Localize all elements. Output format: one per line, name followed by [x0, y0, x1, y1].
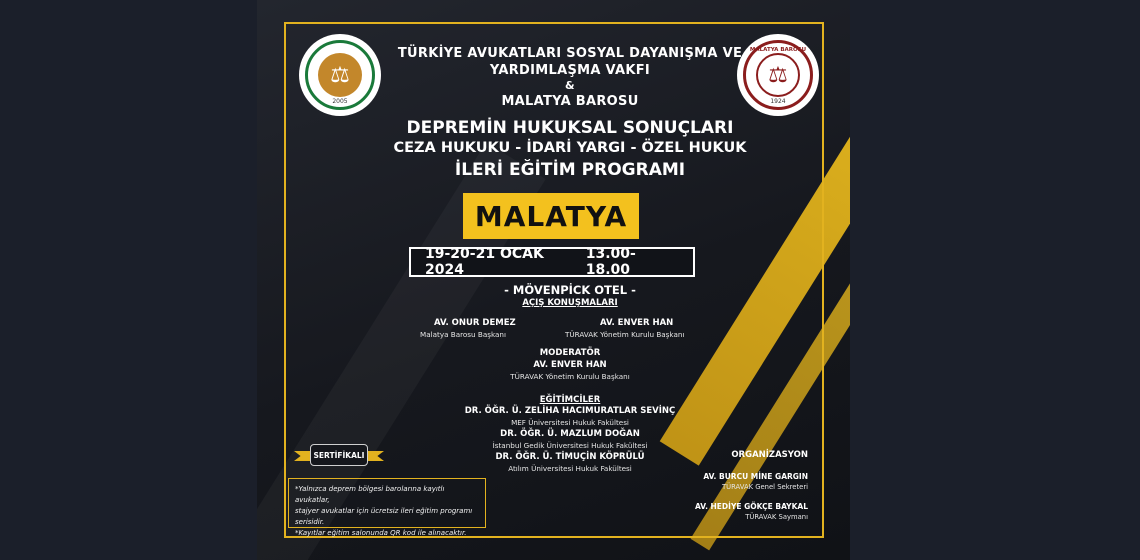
speaker-1-role: Malatya Barosu Başkanı	[420, 330, 506, 339]
registration-note	[288, 478, 486, 537]
program-title-2: CEZA HUKUKU - İDARİ YARGI - ÖZEL HUKUK	[393, 140, 747, 156]
certificate-badge	[294, 442, 384, 470]
organizer-2-name: AV. HEDİYE GÖKÇE BAYKAL	[694, 502, 808, 511]
certificate-label: SERTİFİKALI	[310, 444, 368, 466]
scales-icon: ⚖	[318, 53, 362, 97]
moderator-heading: MODERATÖR	[539, 348, 601, 358]
event-dates: 19-20-21 OCAK 2024	[425, 246, 544, 278]
opening-heading: AÇIŞ KONUŞMALARI	[522, 298, 618, 308]
trainer-3-role: Atılım Üniversitesi Hukuk Fakültesi	[508, 464, 632, 473]
org-line-3: MALATYA BAROSU	[501, 94, 639, 109]
seal-title: MALATYA BAROSU	[749, 47, 807, 53]
note-line-2: stajyer avukatlar için ücretsiz ileri eğitim programı serisidir.	[295, 507, 473, 526]
city-banner: MALATYA	[463, 193, 639, 239]
organizer-2-role: TÜRAVAK Saymanı	[745, 513, 808, 521]
trainers-heading: EĞİTİMCİLER	[539, 395, 601, 405]
trainer-1-name: DR. ÖĞR. Ü. ZELİHA HACIMURATLAR SEVİNÇ	[464, 406, 676, 416]
scales-icon: ⚖	[756, 53, 800, 97]
event-time: 13.00-18.00	[585, 246, 636, 278]
speaker-2-name: AV. ENVER HAN	[600, 318, 674, 328]
org-line-1: TÜRKİYE AVUKATLARI SOSYAL DAYANIŞMA VE	[397, 46, 743, 61]
trainer-2-role: İstanbul Gedik Üniversitesi Hukuk Fakültesi	[492, 441, 648, 450]
moderator-role: TÜRAVAK Yönetim Kurulu Başkanı	[510, 372, 630, 381]
program-title-1: DEPREMİN HUKUKSAL SONUÇLARI	[406, 118, 734, 138]
organizer-1-name: AV. BURCU MİNE GARGIN	[703, 472, 808, 481]
seal-year: 2005	[332, 98, 348, 105]
trainer-2-name: DR. ÖĞR. Ü. MAZLUM DOĞAN	[500, 429, 640, 439]
moderator-name: AV. ENVER HAN	[533, 360, 607, 370]
note-line-3: *Kayıtlar eğitim salonunda QR kod ile alınacaktır.	[295, 529, 467, 537]
note-line-1: *Yalnızca deprem bölgesi barolarına kayıtlı avukatlar,	[295, 485, 445, 504]
org-line-2: YARDIMLAŞMA VAKFI	[489, 63, 651, 78]
trainer-3-name: DR. ÖĞR. Ü. TİMUÇİN KÖPRÜLÜ	[495, 452, 645, 462]
seal-year: 1924	[770, 98, 786, 105]
venue: - MÖVENPİCK OTEL -	[504, 283, 636, 297]
org-ampersand: &	[565, 79, 575, 92]
program-title-3: İLERİ EĞİTİM PROGRAMI	[454, 160, 686, 180]
organization-heading: ORGANİZASYON	[731, 450, 808, 460]
speaker-2-role: TÜRAVAK Yönetim Kurulu Başkanı	[565, 330, 685, 339]
speaker-1-name: AV. ONUR DEMEZ	[434, 318, 516, 328]
trainer-1-role: MEF Üniversitesi Hukuk Fakültesi	[511, 418, 629, 427]
organizer-1-role: TÜRAVAK Genel Sekreteri	[721, 483, 808, 491]
date-time-box	[409, 247, 695, 277]
